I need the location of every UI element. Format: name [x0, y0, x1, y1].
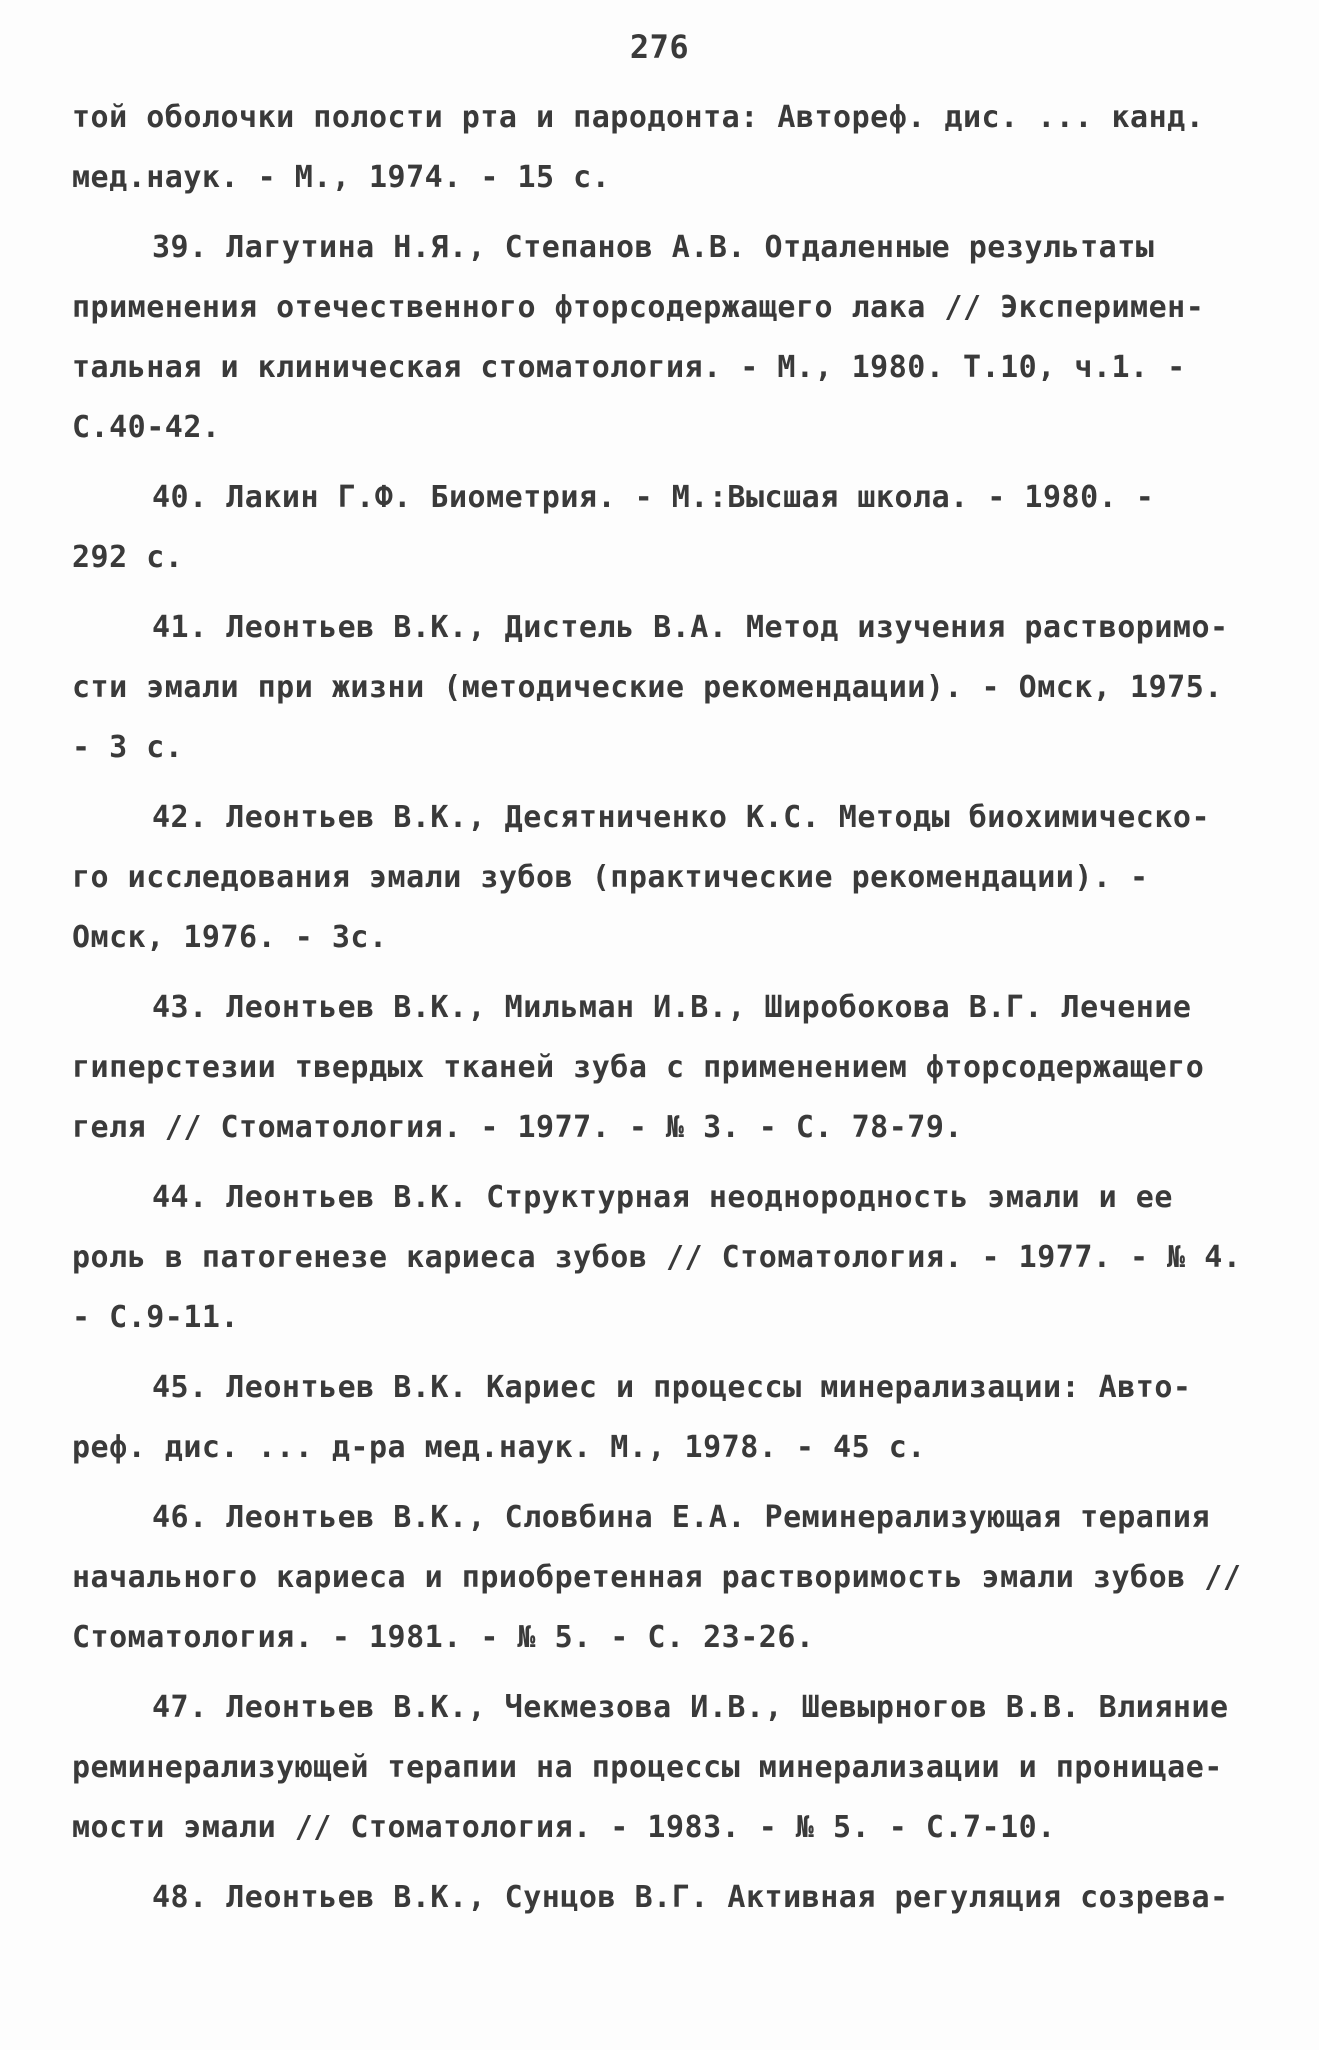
- reference-line: той оболочки полости рта и пародонта: Автореф. дис. ... канд.: [72, 100, 1205, 135]
- reference-line: 41. Леонтьев В.К., Дистель В.А. Метод изучения растворимо-: [152, 610, 1229, 645]
- reference-list: [72, 88, 1252, 1938]
- reference-line: Омск, 1976. - 3с.: [72, 920, 388, 955]
- reference-line: тальная и клиническая стоматология. - М., 1980. Т.10, ч.1. -: [72, 350, 1186, 385]
- reference-entry: [72, 1358, 1252, 1478]
- reference-line: С.40-42.: [72, 410, 221, 445]
- reference-line: 45. Леонтьев В.К. Кариес и процессы минерализации: Авто-: [152, 1370, 1192, 1405]
- reference-line: 46. Леонтьев В.К., Словбина Е.А. Реминерализующая терапия: [152, 1500, 1211, 1535]
- reference-line: реф. дис. ... д-ра мед.наук. М., 1978. - 45 с.: [72, 1430, 926, 1465]
- reference-line: мед.наук. - М., 1974. - 15 с.: [72, 160, 611, 195]
- reference-entry: [72, 1168, 1252, 1348]
- reference-entry: [72, 218, 1252, 458]
- reference-entry: [72, 978, 1252, 1158]
- reference-line: Стоматология. - 1981. - № 5. - С. 23-26.: [72, 1620, 815, 1655]
- reference-line: применения отечественного фторсодержащего лака // Эксперимен-: [72, 290, 1205, 325]
- reference-entry: [72, 1678, 1252, 1858]
- reference-line: начального кариеса и приобретенная растворимость эмали зубов //: [72, 1560, 1242, 1595]
- reference-line: 42. Леонтьев В.К., Десятниченко К.С. Методы биохимическо-: [152, 800, 1211, 835]
- reference-line: - 3 с.: [72, 730, 184, 765]
- reference-entry: [72, 788, 1252, 968]
- reference-line: 40. Лакин Г.Ф. Биометрия. - М.:Высшая школа. - 1980. -: [152, 480, 1155, 515]
- reference-line: - С.9-11.: [72, 1300, 240, 1335]
- reference-entry: [72, 1868, 1252, 1928]
- page-number: 276: [629, 28, 690, 66]
- reference-line: реминерализующей терапии на процессы минерализации и проницае-: [72, 1750, 1223, 1785]
- reference-entry: [72, 1488, 1252, 1668]
- reference-entry: [72, 468, 1252, 588]
- reference-line: роль в патогенезе кариеса зубов // Стоматология. - 1977. - № 4.: [72, 1240, 1242, 1275]
- reference-entry: [72, 88, 1252, 208]
- reference-line: 47. Леонтьев В.К., Чекмезова И.В., Шевырногов В.В. Влияние: [152, 1690, 1229, 1725]
- reference-entry: [72, 598, 1252, 778]
- reference-line: 292 с.: [72, 540, 184, 575]
- reference-line: геля // Стоматология. - 1977. - № 3. - С. 78-79.: [72, 1110, 963, 1145]
- reference-line: сти эмали при жизни (методические рекомендации). - Омск, 1975.: [72, 670, 1223, 705]
- reference-line: го исследования эмали зубов (практические рекомендации). -: [72, 860, 1149, 895]
- reference-line: мости эмали // Стоматология. - 1983. - № 5. - С.7-10.: [72, 1810, 1056, 1845]
- reference-line: 39. Лагутина Н.Я., Степанов А.В. Отдаленные результаты: [152, 230, 1155, 265]
- reference-line: 43. Леонтьев В.К., Мильман И.В., Широбокова В.Г. Лечение: [152, 990, 1192, 1025]
- reference-line: 44. Леонтьев В.К. Структурная неоднородность эмали и ее: [152, 1180, 1173, 1215]
- reference-line: гиперстезии твердых тканей зуба с применением фторсодержащего: [72, 1050, 1205, 1085]
- reference-line: 48. Леонтьев В.К., Сунцов В.Г. Активная регуляция созрева-: [152, 1880, 1229, 1915]
